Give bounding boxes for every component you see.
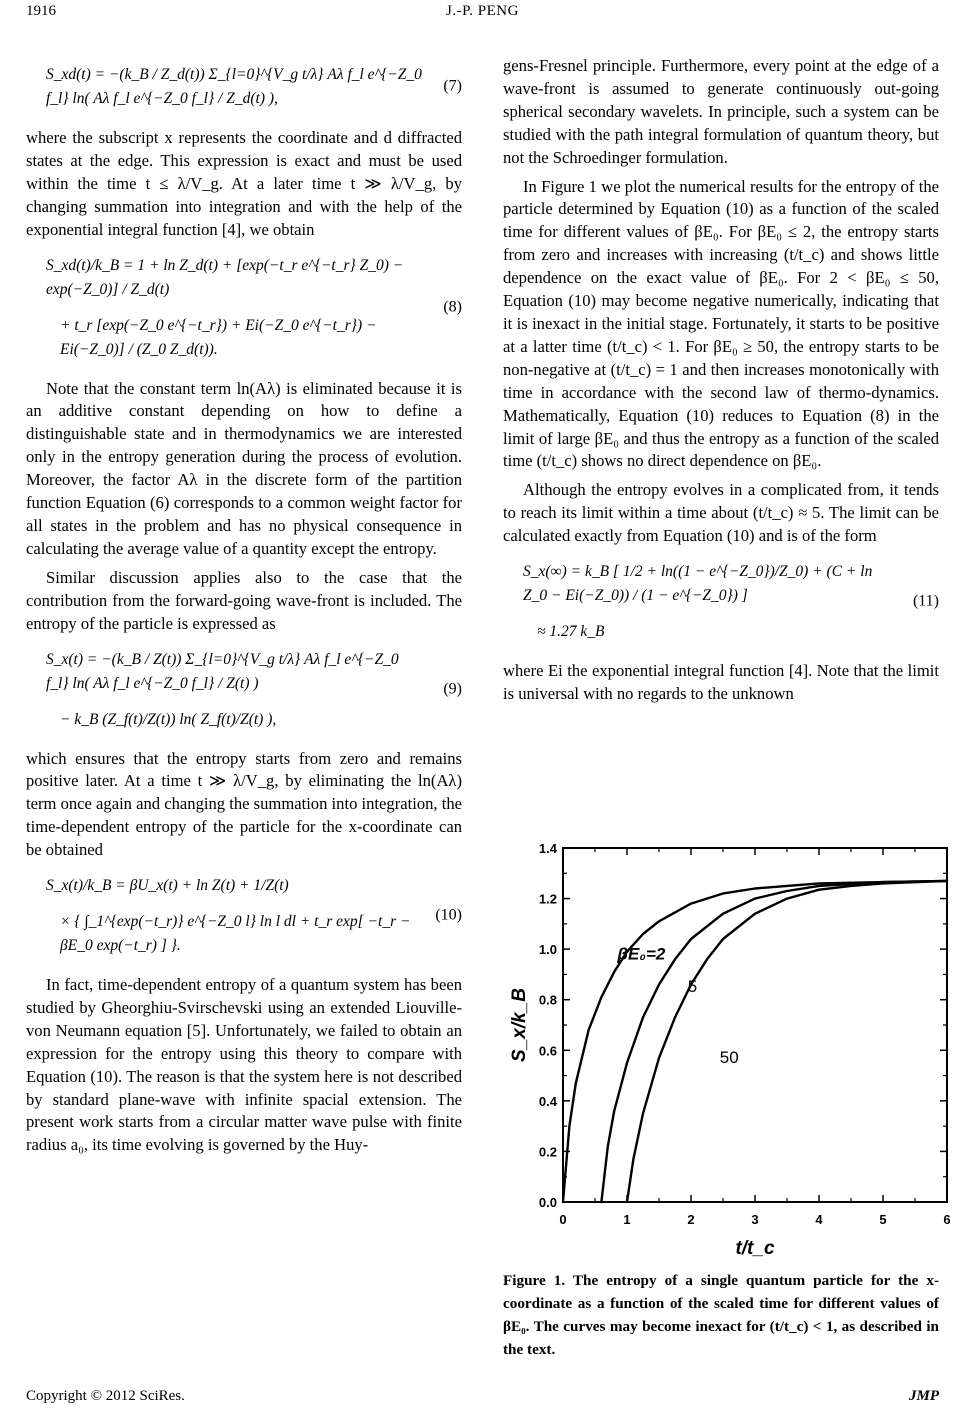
y-tick-label: 0.8 — [538, 992, 557, 1008]
page-number: 1916 — [26, 3, 56, 19]
paragraph: Similar discussion applies also to the case that the contribution from the forward-going wave-front is included. The entropy of the particle is expressed as — [26, 567, 462, 633]
equation-8 — [26, 248, 462, 368]
journal-abbrev: JMP — [909, 1388, 939, 1404]
equation-number: (7) — [443, 77, 462, 95]
equation-number: (8) — [443, 298, 462, 316]
copyright: Copyright © 2012 SciRes. — [26, 1388, 185, 1404]
equation-9 — [26, 642, 462, 738]
equation-8-line-1: S_xd(t)/k_B = 1 + ln Z_d(t) + [exp(−t_r e^{−t_r} Z_0) − exp(−Z_0)] / Z_d(t) — [46, 256, 404, 298]
paragraph: gens-Fresnel principle. Furthermore, every point at the edge of a wave-front is assumed to generate continuously out-going spherical secondary wavelets. In principle, such a system can be studied with the path integral formulation of quantum theory, but not the Schroedinger formulation. — [503, 56, 939, 167]
paragraph: In Figure 1 we plot the numerical results for the entropy of the particle determined by Equation (10) as a function of the scaled time for different values of βE₀. For βE₀ ≤ 2, the entropy starts from zero and increases with increasing (t/t_c) and shows little dependence on the exact value of βE₀. For 2 < βE₀ ≤ 50, Equation (10) may become negative numerically, indicating that it is inexact in the initial stage. Fortunately, it starts to be positive at a latter time (t/t_c) < 1. For βE₀ ≥ 50, the entropy starts to be non-negative at (t/t_c) = 1 and then increases monotonically with time in accordance with the second law of thermo-dynamics. Mathematically, Equation (10) reduces to Equation (8) in the limit of large βE₀ and thus the entropy as a function of the scaled time (t/t_c) shows no direct dependence on βE₀. — [503, 176, 939, 471]
y-tick-label: 0.4 — [538, 1093, 557, 1109]
y-axis-label: S_x/k_B — [509, 988, 530, 1062]
equation-11-line-1: S_x(∞) = k_B [ 1/2 + ln((1 − e^{−Z_0})/Z_0) + (C + ln Z_0 − Ei(−Z_0)) / (1 − e^{−Z_0}) ] — [523, 563, 873, 605]
running-title: J.-P. PENG — [446, 3, 519, 19]
curve-label: βE₀=2 — [617, 944, 666, 964]
paragraph: where the subscript x represents the coordinate and d diffracted states at the edge. This expression is exact and must be used within the time t ≤ λ/V_g. At a later time t ≫ λ/V_g, by changing summation into integration and with the help of the exponential integral function [4], we obtain — [26, 128, 462, 239]
equation-10-line-1: S_x(t)/k_B = βU_x(t) + ln Z(t) + 1/Z(t) — [46, 877, 289, 895]
equation-9-line-2: − k_B (Z_f(t)/Z(t)) ln( Z_f(t)/Z(t) ), — [60, 710, 277, 728]
y-tick-label: 0.6 — [538, 1043, 557, 1059]
left-column — [26, 55, 462, 1163]
x-axis-label: t/t_c — [735, 1238, 775, 1259]
paragraph: In fact, time-dependent entropy of a quantum system has been studied by Gheorghiu-Svirschevski using an extended Liouville-von Neumann equation [5]. Unfortunately, we failed to obtain an expression for the entropy using this theory to compare with Equation (10). The reason is that the system here is not described by standard plane-wave with infinite spacial extension. The present work starts from a circular matter wave pulse with finite radius a₀, its time evolving is governed by the Huy- — [26, 975, 462, 1155]
paragraph: which ensures that the entropy starts from zero and remains positive later. At a time t ≫ λ/V_g, by eliminating the ln(Aλ) term once again and changing the summation into integration, the time-dependent entropy of the particle for the x-coordinate can be obtained — [26, 748, 462, 860]
equation-number: (10) — [435, 906, 462, 924]
x-tick-label: 6 — [943, 1212, 951, 1227]
equation-9-line-1: S_x(t) = −(k_B / Z(t)) Σ_{l=0}^{V_g t/λ} Aλ f_l e^{−Z_0 f_l} ln( Aλ f_l e^{−Z_0 f_l} / Z(t) ) — [46, 650, 399, 692]
equation-11 — [503, 554, 939, 650]
series-curve — [627, 881, 947, 1202]
series-curve — [601, 881, 947, 1202]
plot-frame — [563, 848, 947, 1202]
right-column — [503, 55, 939, 712]
paragraph: Note that the constant term ln(Aλ) is eliminated because it is an additive constant depending on how to define a distinguishable state and in thermodynamics we are interested only in the entropy generation during the process of evolution. Moreover, the factor Aλ in the discrete form of the partition function Equation (6) corresponds to a common weight factor for all states in the problem and has no physical consequence in calculating the average value of a quantity except the entropy. — [26, 378, 462, 558]
equation-11-line-2: ≈ 1.27 k_B — [537, 623, 605, 641]
equation-7 — [26, 57, 462, 117]
y-tick-label: 0.0 — [538, 1195, 557, 1210]
equation-10-line-2: × { ∫_1^{exp(−t_r)} e^{−Z_0 l} ln l dl + t_r exp[ −t_r − βE_0 exp(−t_r) ] }. — [60, 913, 411, 955]
x-tick-label: 1 — [623, 1212, 631, 1227]
curve-label: 50 — [719, 1047, 739, 1067]
x-tick-label: 2 — [687, 1212, 695, 1227]
equation-8-line-2: + t_r [exp(−Z_0 e^{−t_r}) + Ei(−Z_0 e^{−t_r}) − Ei(−Z_0)] / (Z_0 Z_d(t)). — [60, 316, 377, 358]
series-curve — [563, 881, 947, 1202]
equation-number: (9) — [443, 680, 462, 698]
paragraph: Although the entropy evolves in a complicated from, it tends to reach its limit within a time about (t/t_c) ≈ 5. The limit can be calculated exactly from Equation (10) and is of the form — [503, 480, 939, 546]
y-tick-label: 1.0 — [538, 942, 557, 958]
figure-caption: Figure 1. The entropy of a single quantum particle for the x-coordinate as a function of the scaled time for different values of βE₀. The curves may become inexact for (t/t_c) < 1, as described in the text. — [503, 1272, 939, 1358]
y-tick-label: 0.2 — [538, 1144, 557, 1160]
equation-number: (11) — [912, 592, 939, 610]
x-tick-label: 4 — [815, 1212, 823, 1227]
y-tick-label: 1.2 — [538, 891, 557, 907]
x-tick-label: 0 — [559, 1212, 567, 1227]
x-tick-label: 5 — [879, 1212, 887, 1227]
equation-7-body: S_xd(t) = −(k_B / Z_d(t)) Σ_{l=0}^{V_g t/λ} Aλ f_l e^{−Z_0 f_l} ln( Aλ f_l e^{−Z_0 f_l} / Z_d(t) ), — [46, 66, 422, 107]
y-tick-label: 1.4 — [538, 842, 557, 856]
curve-label: 5 — [687, 977, 698, 997]
paragraph: where Ei the exponential integral function [4]. Note that the limit is universal with no regards to the unknown — [503, 661, 939, 703]
x-tick-label: 3 — [751, 1212, 759, 1227]
equation-10 — [26, 868, 462, 964]
figure-1-chart — [505, 842, 965, 1267]
